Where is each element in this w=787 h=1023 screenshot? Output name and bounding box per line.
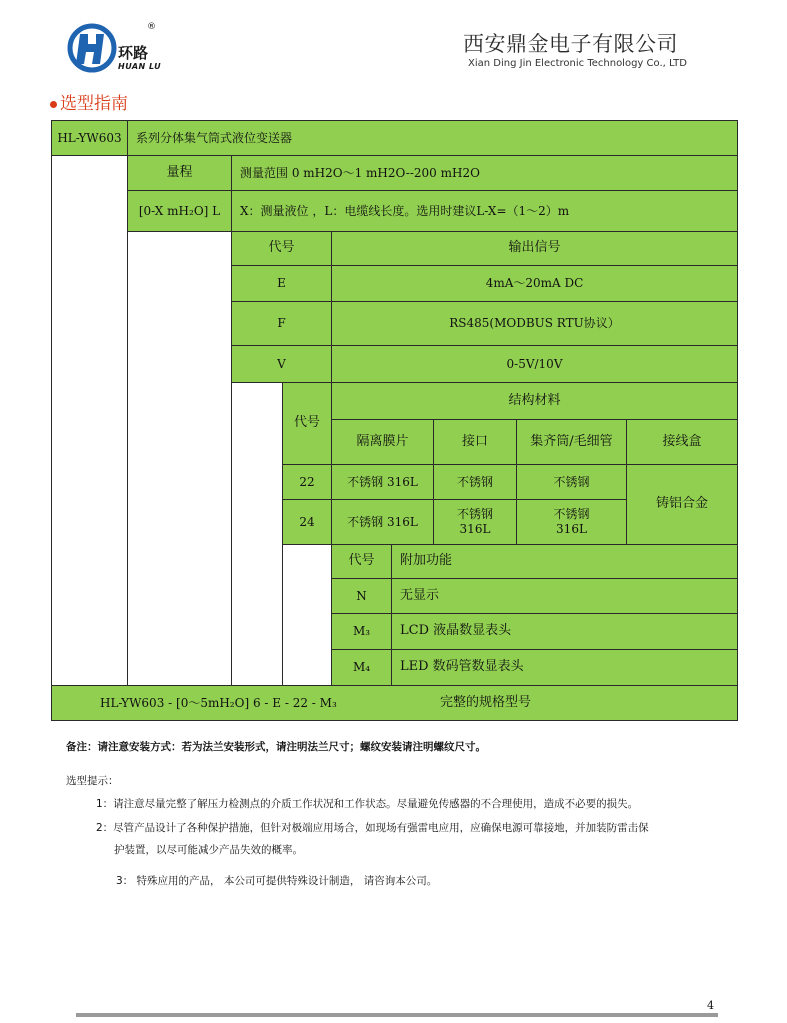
output-signal-v: 0-5V/10V — [331, 345, 738, 383]
output-code-header: 代号 — [231, 231, 332, 266]
blank-col-3 — [231, 382, 283, 686]
bullet-icon — [50, 101, 57, 108]
tips-title: 选型提示： — [66, 775, 119, 787]
material-cylinder-24: 不锈钢 316L — [516, 499, 627, 545]
material-diaphragm-24: 不锈钢 316L — [331, 499, 434, 545]
output-signal-header: 输出信号 — [331, 231, 738, 266]
example-label: 完整的规格型号 — [440, 694, 532, 710]
blank-col-4 — [282, 544, 332, 686]
section-title-text: 选型指南 — [60, 94, 128, 114]
extra-func-n: 无显示 — [391, 578, 738, 614]
extra-code-header: 代号 — [331, 544, 392, 579]
extra-code-m4: M₄ — [331, 649, 392, 686]
material-diaphragm-22: 不锈钢 316L — [331, 464, 434, 500]
section-title — [50, 89, 128, 114]
material-header-junction: 接线盒 — [626, 419, 738, 465]
tip-2-cont: 护装置，以尽可能减少产品失效的概率。 — [114, 844, 303, 856]
example-row — [51, 685, 738, 721]
material-port-22: 不锈钢 — [433, 464, 517, 500]
logo-chinese-name: 环路 — [118, 44, 149, 62]
junction-box-material: 铸铝合金 — [626, 464, 738, 545]
material-code-22: 22 — [282, 464, 332, 500]
material-header-cylinder: 集齐筒/毛细管 — [516, 419, 627, 465]
tip-1: 1：请注意尽量完整了解压力检测点的介质工作状况和工作状态。尽量避免传感器的不合理使用，造成不必要的损失。 — [96, 798, 639, 810]
material-header-port: 接口 — [433, 419, 517, 465]
blank-col-1 — [51, 155, 128, 686]
output-code-f: F — [231, 301, 332, 346]
remark: 备注：请注意安装方式：若为法兰安装形式，请注明法兰尺寸；螺纹安装请注明螺纹尺寸。 — [66, 741, 486, 753]
material-cylinder-22: 不锈钢 — [516, 464, 627, 500]
blank-col-2 — [127, 231, 232, 686]
extra-code-m3: M₃ — [331, 613, 392, 650]
tip-3: 3： 特殊应用的产品， 本公司可提供特殊设计制造， 请咨询本公司。 — [116, 875, 438, 887]
tip-2: 2：尽管产品设计了各种保护措施，但针对极端应用场合，如现场有强雷电应用，应确保电源可靠接地，并加装防雷击保 — [96, 822, 649, 834]
logo-english-name: HUAN LU — [118, 62, 162, 71]
page-number: 4 — [707, 999, 714, 1012]
extra-code-n: N — [331, 578, 392, 614]
output-signal-f: RS485(MODBUS RTU协议） — [331, 301, 738, 346]
model-cell: HL-YW603 — [51, 120, 128, 156]
company-name-cn: 西安鼎金电子有限公司 — [463, 32, 678, 56]
material-header-diaphragm: 隔离膜片 — [331, 419, 434, 465]
material-code-24: 24 — [282, 499, 332, 545]
output-code-v: V — [231, 345, 332, 383]
material-port-24: 不锈钢 316L — [433, 499, 517, 545]
material-code-header: 代号 — [282, 382, 332, 465]
code-desc: X：测量液位 ，L：电缆线长度。选用时建议L-X=（1～2）m — [231, 190, 738, 232]
output-signal-e: 4mA～20mA DC — [331, 265, 738, 302]
extra-func-m4: LED 数码管数显表头 — [391, 649, 738, 686]
extra-func-m3: LCD 液晶数显表头 — [391, 613, 738, 650]
example-model: HL-YW603 - [0～5mH₂O] 6 - E - 22 - M₃ — [100, 695, 337, 710]
output-code-e: E — [231, 265, 332, 302]
footer-divider — [76, 1013, 718, 1017]
company-name-en: Xian Ding Jin Electronic Technology Co., LTD — [468, 58, 687, 69]
model-desc-cell: 系列分体集气筒式液位变送器 — [127, 120, 738, 156]
material-title: 结构材料 — [331, 382, 738, 420]
range-value: 测量范围 0 mH2O～1 mH2O--200 mH2O — [231, 155, 738, 191]
registered-mark: ® — [147, 22, 156, 32]
extra-func-header: 附加功能 — [391, 544, 738, 579]
code-format: [0-X mH₂O] L — [127, 190, 232, 232]
range-label: 量程 — [127, 155, 232, 191]
